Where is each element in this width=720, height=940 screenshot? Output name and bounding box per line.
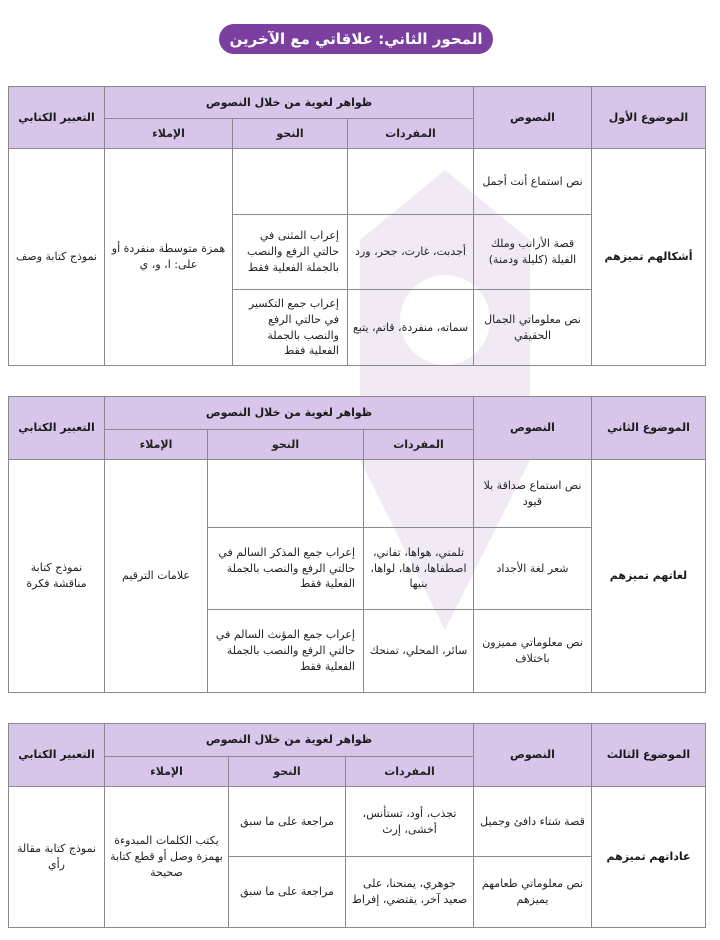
linguistic-header: ظواهر لغوية من خلال النصوص (105, 397, 474, 430)
vocab-cell: تلمني، هواها، تفاني، اصطفاها، فاها، لواها، بنيها (364, 528, 474, 610)
vocab-cell: سماته، منفردة، قاتم، يتبع (348, 290, 474, 366)
theme-cell: لغاتهم تميزهم (592, 460, 706, 693)
writing-cell: نموذج كتابة مقالة رأي (9, 787, 105, 928)
vocab-cell: سائر، المحلي، تمنحك (364, 610, 474, 693)
text-cell: قصة الأرانب وملك الفيلة (كليلة ودمنة) (474, 215, 592, 290)
writing-header: التعبير الكتابي (9, 87, 105, 149)
text-cell: نص استماع أنت أجمل (474, 149, 592, 215)
theme-cell: أشكالهم تميزهم (592, 149, 706, 366)
spelling-cell: همزة متوسطة منفردة أو على: ا، و، ي (105, 149, 233, 366)
texts-header: النصوص (474, 87, 592, 149)
text-cell: قصة شتاء دافئ وجميل (474, 787, 592, 857)
writing-header: التعبير الكتابي (9, 724, 105, 787)
spelling-header: الإملاء (105, 757, 229, 787)
writing-cell: نموذج كتابة مناقشة فكرة (9, 460, 105, 693)
vocab-cell (348, 149, 474, 215)
text-cell: نص معلوماتي مميزون باختلاف (474, 610, 592, 693)
unit-table-3 (8, 723, 706, 928)
writing-cell: نموذج كتابة وصف (9, 149, 105, 366)
texts-header: النصوص (474, 397, 592, 460)
spelling-header: الإملاء (105, 119, 233, 149)
text-cell: نص معلوماتي الجمال الحقيقي (474, 290, 592, 366)
grammar-cell: مراجعة على ما سبق (229, 857, 346, 928)
vocab-cell (364, 460, 474, 528)
text-cell: نص استماع صداقة بلا قيود (474, 460, 592, 528)
vocab-header: المفردات (364, 430, 474, 460)
vocab-header: المفردات (346, 757, 474, 787)
linguistic-header: ظواهر لغوية من خلال النصوص (105, 87, 474, 119)
grammar-cell (233, 149, 348, 215)
vocab-header: المفردات (348, 119, 474, 149)
grammar-header: النحو (229, 757, 346, 787)
grammar-cell: إعراب المثنى في حالتي الرفع والنصب بالجملة الفعلية فقط (233, 215, 348, 290)
topic-header: الموضوع الثالث (592, 724, 706, 787)
texts-header: النصوص (474, 724, 592, 787)
topic-header: الموضوع الأول (592, 87, 706, 149)
grammar-cell: مراجعة على ما سبق (229, 787, 346, 857)
grammar-cell (208, 460, 364, 528)
unit-table-1 (8, 86, 706, 366)
grammar-cell: إعراب جمع المؤنث السالم في حالتي الرفع والنصب بالجملة الفعلية فقط (208, 610, 364, 693)
vocab-cell: جوهري، يمنحنا، على صعيد آخر، يقتضي، إفراط (346, 857, 474, 928)
grammar-cell: إعراب جمع المذكر السالم في حالتي الرفع والنصب بالجملة الفعلية فقط (208, 528, 364, 610)
spelling-cell: يكتب الكلمات المبدوءة بهمزة وصل أو قطع كتابة صحيحة (105, 787, 229, 928)
page-title: المحور الثاني: علاقاتي مع الآخرين (219, 24, 493, 54)
vocab-cell: تجذب، أود، تستأنس، أخشى، إرث (346, 787, 474, 857)
vocab-cell: أجدبت، غارت، جحر، ورد (348, 215, 474, 290)
grammar-header: النحو (208, 430, 364, 460)
linguistic-header: ظواهر لغوية من خلال النصوص (105, 724, 474, 757)
writing-header: التعبير الكتابي (9, 397, 105, 460)
grammar-header: النحو (233, 119, 348, 149)
unit-table-2 (8, 396, 706, 693)
spelling-header: الإملاء (105, 430, 208, 460)
theme-cell: عاداتهم تميزهم (592, 787, 706, 928)
spelling-cell: علامات الترقيم (105, 460, 208, 693)
text-cell: نص معلوماتي طعامهم يميزهم (474, 857, 592, 928)
grammar-cell: إعراب جمع التكسير في حالتي الرفع والنصب بالجملة الفعلية فقط (233, 290, 348, 366)
text-cell: شعر لغة الأجداد (474, 528, 592, 610)
topic-header: الموضوع الثاني (592, 397, 706, 460)
